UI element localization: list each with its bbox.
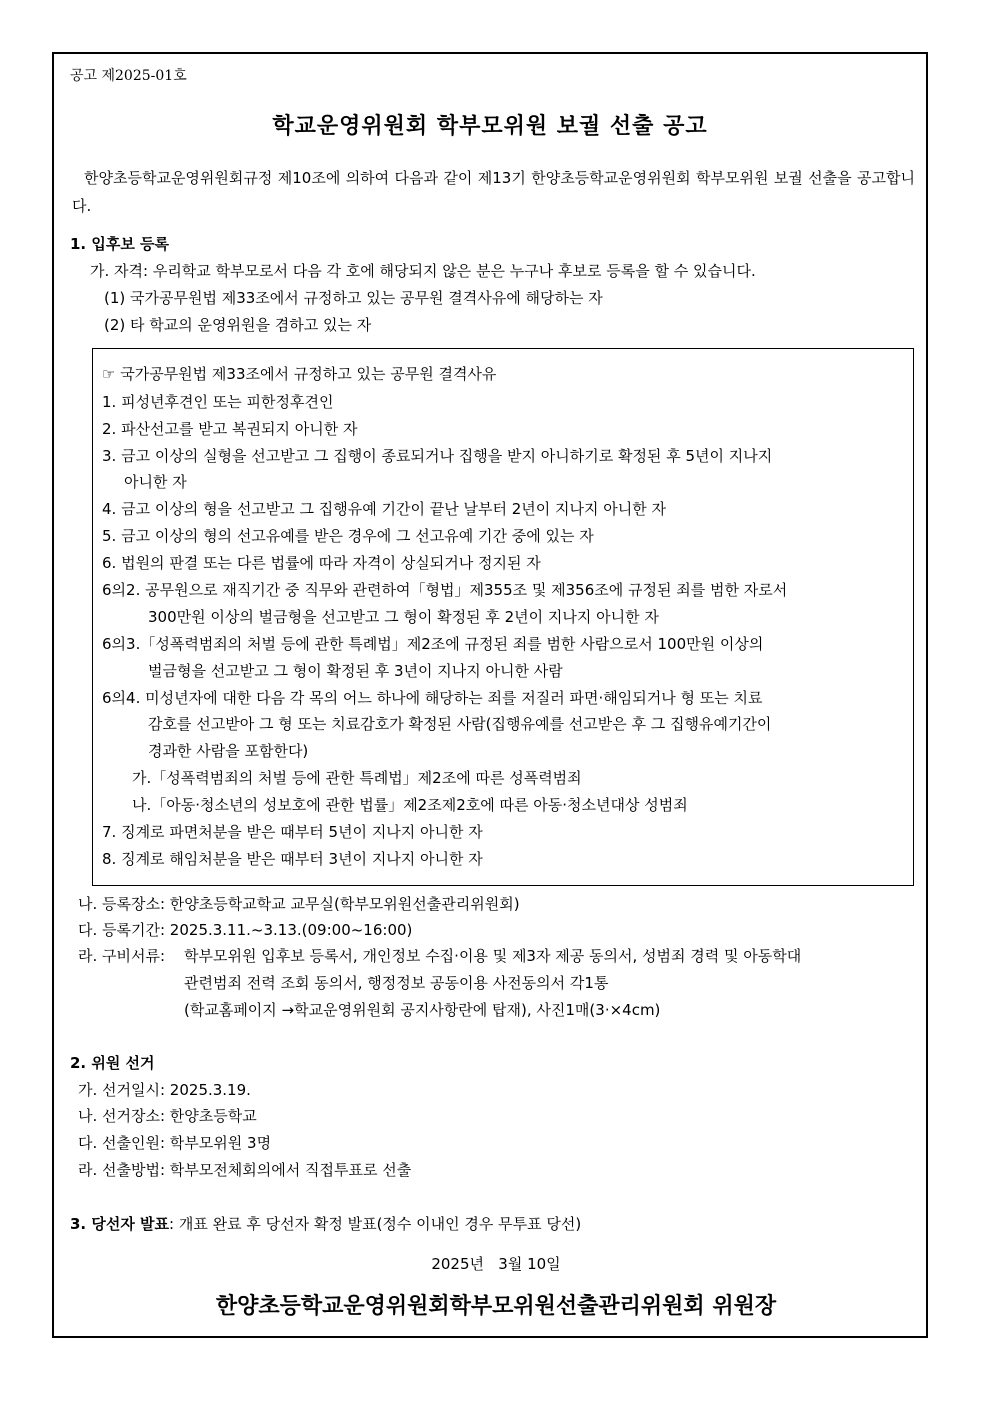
section3-text: : 개표 완료 후 당선자 확정 발표(정수 이내인 경우 무투표 당선) <box>169 1215 582 1233</box>
box-line: 5. 금고 이상의 형의 선고유예를 받은 경우에 그 선고유예 기간 중에 있는 자 <box>102 527 594 545</box>
registration-place: 나. 등록장소: 한양초등학교학교 교무실(학부모위원선출관리위원회) <box>78 895 520 913</box>
box-line: 300만원 이상의 벌금형을 선고받고 그 형이 확정된 후 2년이 지나지 아니한 자 <box>148 608 659 626</box>
section3-heading: 3. 당선자 발표 <box>70 1215 170 1233</box>
box-line: 2. 파산선고를 받고 복권되지 아니한 자 <box>102 420 358 438</box>
election-method: 라. 선출방법: 학부모전체회의에서 직접투표로 선출 <box>78 1161 412 1179</box>
notice-date: 2025년 3월 10일 <box>431 1255 561 1273</box>
box-line: 7. 징계로 파면처분을 받은 때부터 5년이 지나지 아니한 자 <box>102 823 483 841</box>
box-line: 6의3.「성폭력범죄의 처벌 등에 관한 특례법」제2조에 규정된 죄를 범한 사람으로서 100만원 이상의 <box>102 635 764 653</box>
box-line: 벌금형을 선고받고 그 형이 확정된 후 3년이 지나지 아니한 사람 <box>148 662 563 680</box>
notice-number: 공고 제2025-01호 <box>70 68 187 84</box>
documents-line: 학부모위원 입후보 등록서, 개인정보 수집·이용 및 제3자 제공 동의서, 성범죄 경력 및 아동학대 <box>184 947 802 965</box>
election-place: 나. 선거장소: 한양초등학교 <box>78 1107 257 1125</box>
election-date: 가. 선거일시: 2025.3.19. <box>78 1081 251 1099</box>
intro-paragraph: 한양초등학교운영위원회규정 제10조에 의하여 다음과 같이 제13기 한양초등학교운영위원회 학부모위원 보궐 선출을 공고합니다. <box>72 169 915 215</box>
box-line: 4. 금고 이상의 형을 선고받고 그 집행유예 기간이 끝난 날부터 2년이 지나지 아니한 자 <box>102 500 667 518</box>
qualification-item-1: (1) 국가공무원법 제33조에서 규정하고 있는 공무원 결격사유에 해당하는 자 <box>104 289 603 307</box>
qualification-item-2: (2) 타 학교의 운영위원을 겸하고 있는 자 <box>104 316 372 334</box>
box-line: 1. 피성년후견인 또는 피한정후견인 <box>102 393 334 411</box>
documents-line: 관련범죄 전력 조회 동의서, 행정정보 공동이용 사전동의서 각1통 <box>184 974 609 992</box>
box-line: 6의4. 미성년자에 대한 다음 각 목의 어느 하나에 해당하는 죄를 저질러 파면·해임되거나 형 또는 치료 <box>102 689 763 707</box>
election-count: 다. 선출인원: 학부모위원 3명 <box>78 1134 272 1152</box>
box-line: 감호를 선고받아 그 형 또는 치료감호가 확정된 사람(집행유예를 선고받은 후 그 집행유예기간이 <box>148 715 772 733</box>
section3 <box>70 1214 581 1234</box>
box-line: 8. 징계로 해임처분을 받은 때부터 3년이 지나지 아니한 자 <box>102 850 483 868</box>
section1-heading: 1. 입후보 등록 <box>70 235 170 253</box>
box-line: 6. 법원의 판결 또는 다른 법률에 따라 자격이 상실되거나 정지된 자 <box>102 554 541 572</box>
box-line: 가.「성폭력범죄의 처벌 등에 관한 특례법」제2조에 따른 성폭력범죄 <box>132 769 582 787</box>
qualification: 가. 자격: 우리학교 학부모로서 다음 각 호에 해당되지 않은 분은 누구나 후보로 등록을 할 수 있습니다. <box>90 262 756 280</box>
box-line: 3. 금고 이상의 실형을 선고받고 그 집행이 종료되거나 집행을 받지 아니하기로 확정된 후 5년이 지나지 <box>102 447 773 465</box>
box-line: 아니한 자 <box>124 473 187 491</box>
box-line: 6의2. 공무원으로 재직기간 중 직무와 관련하여「형법」제355조 및 제356조에 규정된 죄를 범한 자로서 <box>102 581 788 599</box>
document-title: 학교운영위원회 학부모위원 보궐 선출 공고 <box>272 114 708 139</box>
box-line: 경과한 사람을 포함한다) <box>148 742 309 760</box>
documents-label: 라. 구비서류: <box>78 947 166 965</box>
documents-line: (학교홈페이지 →학교운영위원회 공지사항란에 탑재), 사진1매(3·×4cm) <box>184 1001 661 1019</box>
box-line: 나.「아동·청소년의 성보호에 관한 법률」제2조제2호에 따른 아동·청소년대상 성범죄 <box>132 796 688 814</box>
registration-period: 다. 등록기간: 2025.3.11.~3.13.(09:00~16:00) <box>78 921 413 939</box>
issuer: 한양초등학교운영위원회학부모위원선출관리위원회 위원장 <box>215 1294 777 1319</box>
section2-heading: 2. 위원 선거 <box>70 1054 155 1072</box>
box-heading: ☞ 국가공무원법 제33조에서 규정하고 있는 공무원 결격사유 <box>102 365 497 383</box>
